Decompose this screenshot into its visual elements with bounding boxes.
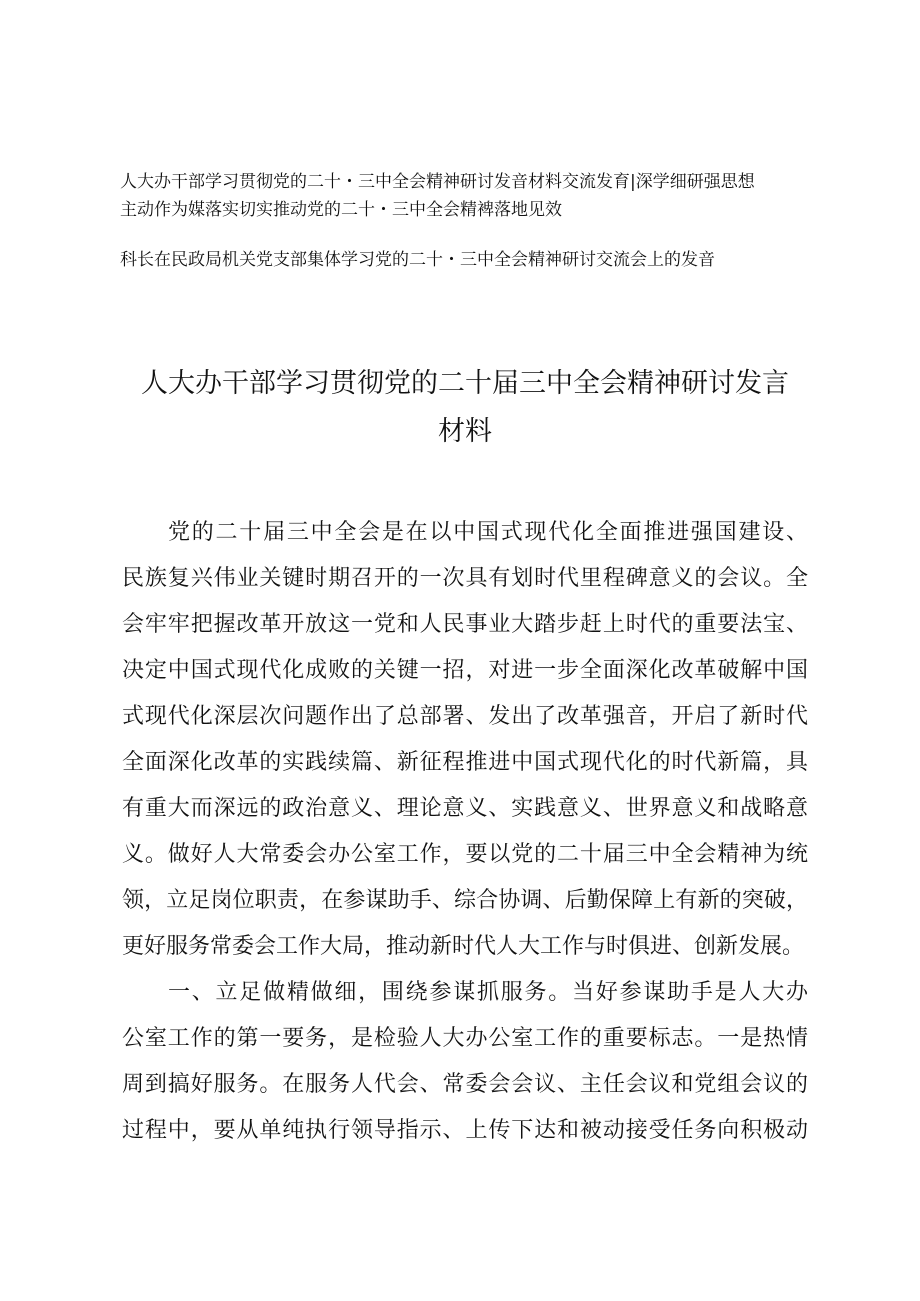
paragraph-section-one: [122, 970, 808, 1154]
text-line: 更好服务常委会工作大局，推动新时代人大工作与时俱进、创新发展。: [122, 934, 805, 959]
text-line: 义。做好人大常委会办公室工作，要以党的二十届三中全会精神为统: [122, 842, 808, 867]
document-title-line: 人大办干部学习贯彻党的二十届三中全会精神研讨发言: [141, 368, 789, 399]
text-line: 民族复兴伟业关键时期召开的一次具有划时代里程碑意义的会议。全: [122, 566, 808, 591]
document-title: [120, 360, 810, 456]
text-line: 公室工作的第一要务，是检验人大办公室工作的重要标志。一是热情: [122, 1026, 808, 1051]
text-line: 一、立足做精做细，围绕参谋抓服务。当好参谋助手是人大办: [168, 980, 808, 1005]
text-line: 党的二十届三中全会是在以中国式现代化全面推进强国建设、: [168, 520, 808, 545]
document-title-line: 材料: [438, 416, 492, 447]
related-articles-list: [120, 168, 820, 274]
text-line: 会牢牢把握改革开放这一党和人民事业大踏步赶上时代的重要法宝、: [122, 612, 808, 637]
related-article-title[interactable]: 人大办干部学习贯彻党的二十・三中全会精神研讨发音材料交流发育|深学细研强思想: [120, 172, 755, 192]
text-line: 式现代化深层次问题作出了总部署、发出了改革强音，开启了新时代: [122, 704, 808, 729]
related-article-title-continued[interactable]: 主动作为媒落实切实推动党的二十・三中全会精裨落地见效: [120, 200, 562, 220]
spacer: [120, 224, 820, 246]
text-line: 过程中，要从单纯执行领导指示、上传下达和被动接受任务向积极动: [122, 1118, 808, 1143]
text-line: 有重大而深远的政治意义、理论意义、实践意义、世界意义和战略意: [122, 796, 808, 821]
related-article-title[interactable]: 科长在民政局机关党支部集体学习党的二十・三中全会精神研讨交流会上的发音: [120, 250, 715, 270]
document-body: [122, 510, 808, 1154]
text-line: 决定中国式现代化成败的关键一招，对进一步全面深化改革破解中国: [122, 658, 808, 683]
text-line: 全面深化改革的实践续篇、新征程推进中国式现代化的时代新篇，具: [122, 750, 808, 775]
paragraph-intro: [122, 510, 808, 970]
text-line: 领，立足岗位职责，在参谋助手、综合协调、后勤保障上有新的突破，: [122, 888, 808, 913]
text-line: 周到搞好服务。在服务人代会、常委会会议、主任会议和党组会议的: [122, 1072, 808, 1097]
